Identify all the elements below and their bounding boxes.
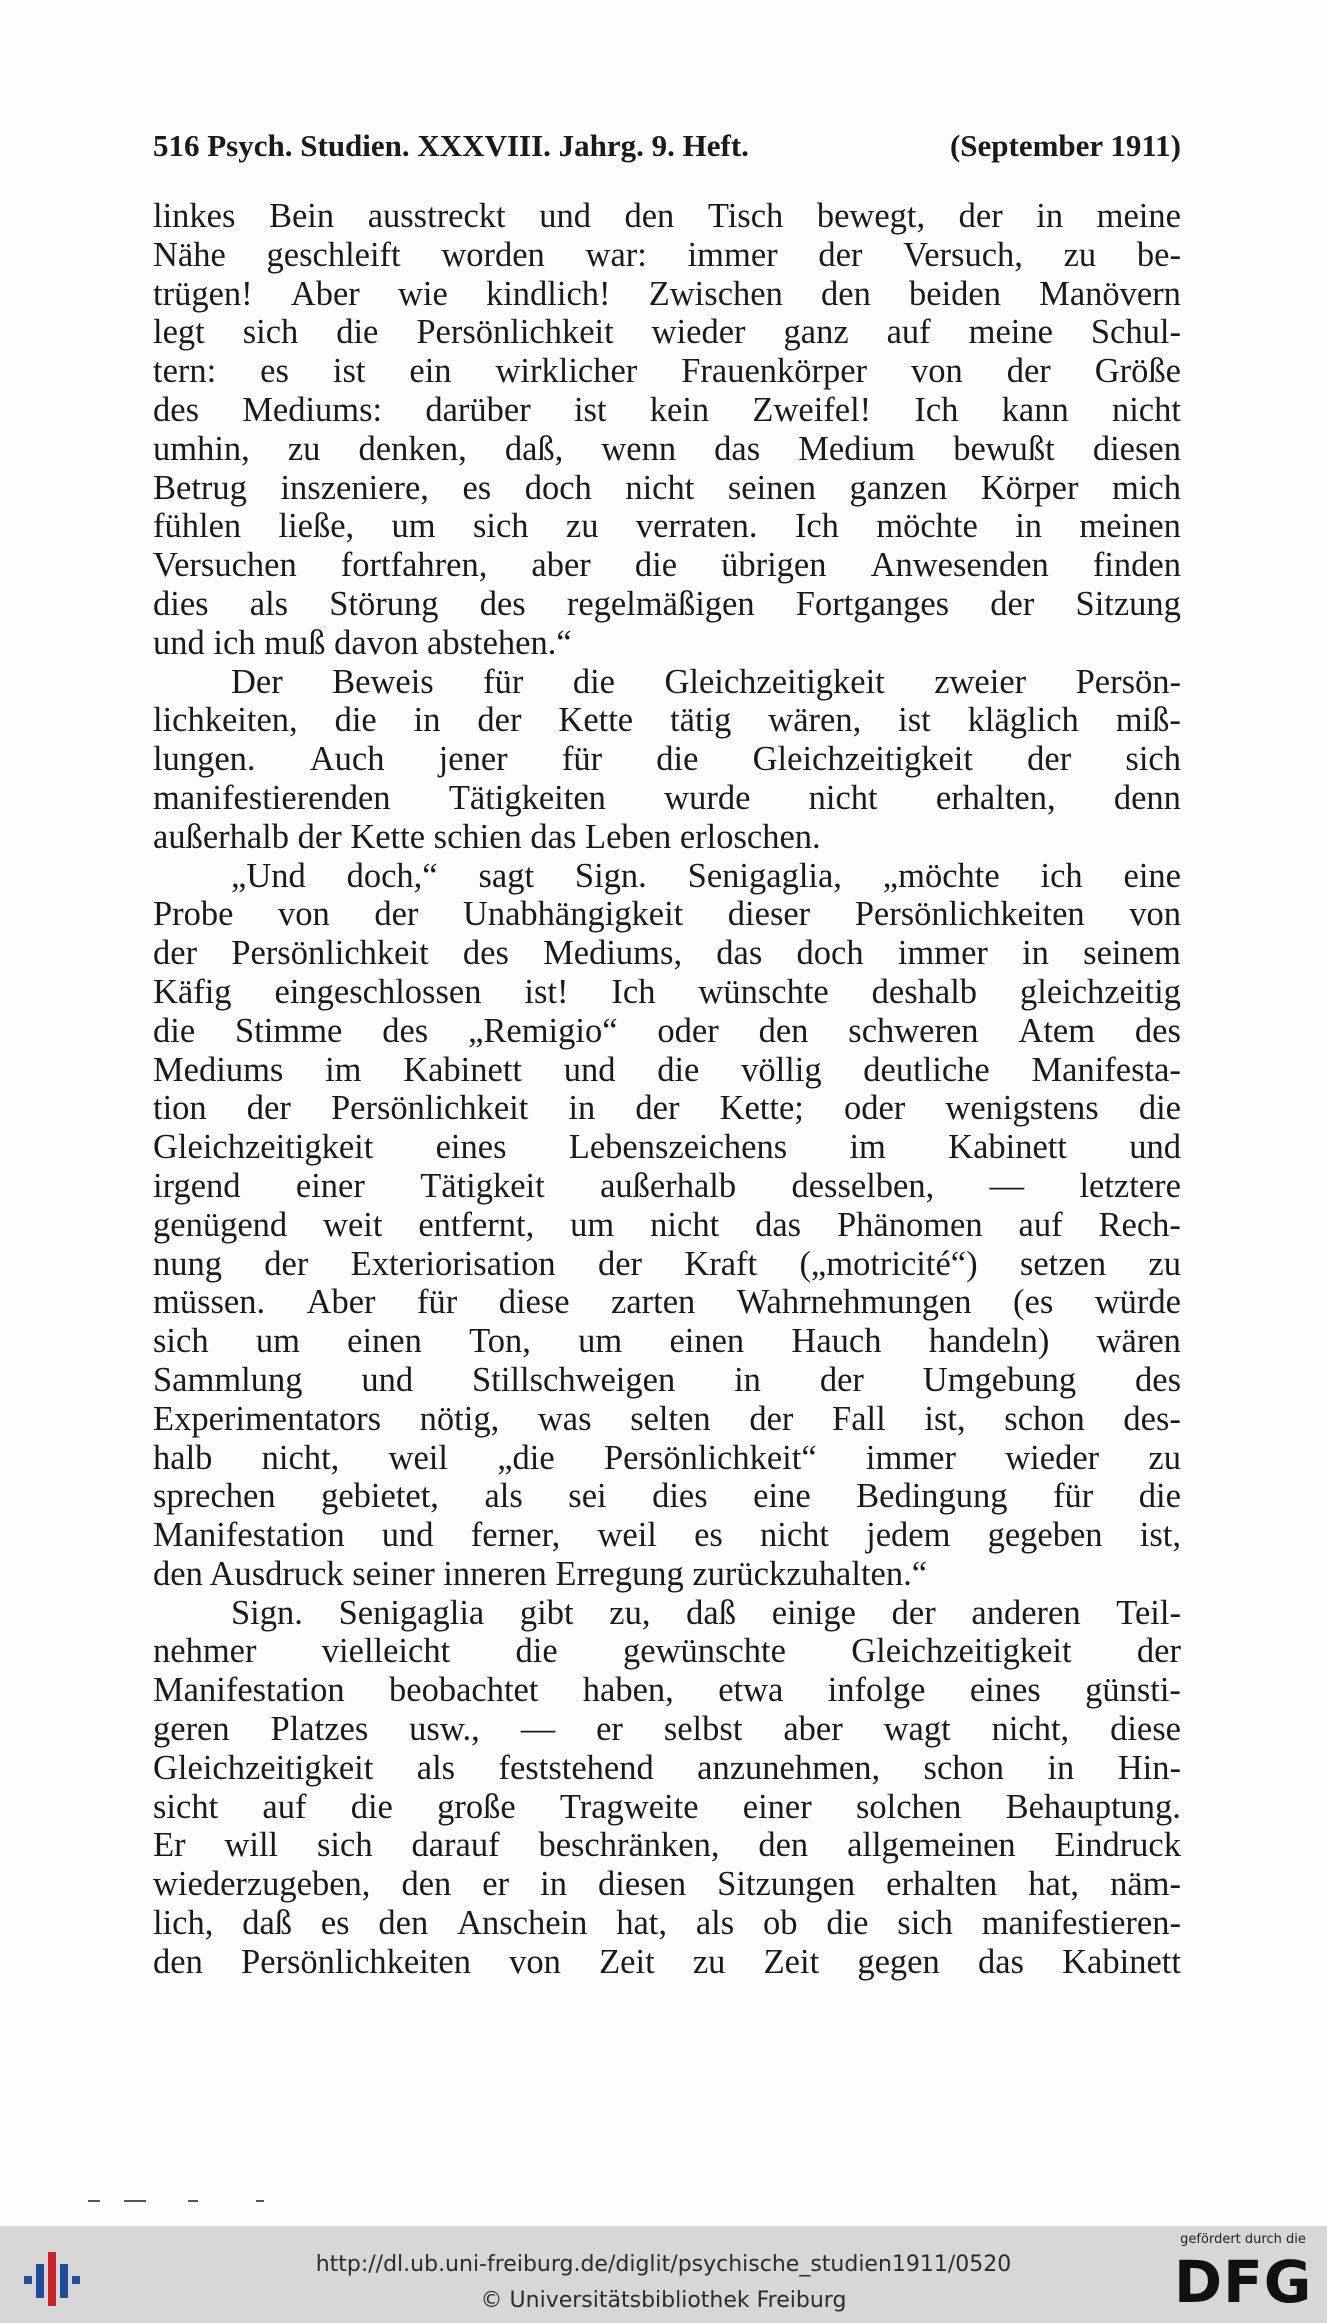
header-left: 516 Psych. Studien. XXXVIII. Jahrg. 9. Heft. — [153, 128, 749, 163]
text-line: halb nicht, weil „die Persönlichkeit“ immer wieder zu — [153, 1438, 1181, 1477]
text-line: legt sich die Persönlichkeit wieder ganz auf meine Schul- — [153, 313, 1181, 352]
text-line: wiederzugeben, den er in diesen Sitzungen erhalten hat, näm- — [153, 1865, 1181, 1904]
text-line: Mediums im Kabinett und die völlig deutliche Manifesta- — [153, 1050, 1181, 1089]
text-line: Sammlung und Stillschweigen in der Umgebung des — [153, 1360, 1181, 1399]
text-line: Experimentators nötig, was selten der Fall ist, schon des- — [153, 1399, 1181, 1438]
text-line: sich um einen Ton, um einen Hauch handeln) wären — [153, 1322, 1181, 1361]
text-line: Käfig eingeschlossen ist! Ich wünschte deshalb gleichzeitig — [153, 972, 1181, 1011]
text-line: den Persönlichkeiten von Zeit zu Zeit gegen das Kabinett — [153, 1942, 1181, 1981]
text-line: des Mediums: darüber ist kein Zweifel! Ich kann nicht — [153, 390, 1181, 429]
text-line: irgend einer Tätigkeit außerhalb desselben, — letztere — [153, 1166, 1181, 1205]
text-line: der Persönlichkeit des Mediums, das doch immer in seinem — [153, 934, 1181, 973]
text-line: Probe von der Unabhängigkeit dieser Persönlichkeiten von — [153, 895, 1181, 934]
text-line: Sign. Senigaglia gibt zu, daß einige der anderen Teil- — [231, 1593, 1181, 1632]
page-marks — [88, 2200, 288, 2204]
text-line: lungen. Auch jener für die Gleichzeitigkeit der sich — [153, 740, 1181, 779]
text-line: umhin, zu denken, daß, wenn das Medium bewußt diesen — [153, 429, 1181, 468]
copyright-notice: © Universitätsbibliothek Freiburg — [480, 2288, 847, 2313]
text-line: Er will sich darauf beschränken, den allgemeinen Eindruck — [153, 1826, 1181, 1865]
text-line: und ich muß davon abstehen.“ — [153, 623, 572, 662]
text-line: Gleichzeitigkeit eines Lebenszeichens im Kabinett und — [153, 1128, 1181, 1167]
dfg-logo-text: DFG — [1174, 2248, 1313, 2316]
dfg-caption: gefördert durch die — [1180, 2232, 1306, 2247]
text-line: außerhalb der Kette schien das Leben erloschen. — [153, 817, 821, 856]
text-line: „Und doch,“ sagt Sign. Senigaglia, „möchte ich eine — [231, 856, 1181, 895]
text-line: Nähe geschleift worden war: immer der Versuch, zu be- — [153, 235, 1181, 274]
dfg-logo — [1168, 2232, 1318, 2320]
text-line: nehmer vielleicht die gewünschte Gleichzeitigkeit der — [153, 1632, 1181, 1671]
text-line: tern: es ist ein wirklicher Frauenkörper von der Größe — [153, 352, 1181, 391]
text-line: den Ausdruck seiner inneren Erregung zurückzuhalten.“ — [153, 1554, 928, 1593]
text-line: Betrug inszeniere, es doch nicht seinen ganzen Körper mich — [153, 468, 1181, 507]
text-line: Manifestation beobachtet haben, etwa infolge eines günsti- — [153, 1671, 1181, 1710]
text-line: tion der Persönlichkeit in der Kette; oder wenigstens die — [153, 1089, 1181, 1128]
text-line: lich, daß es den Anschein hat, als ob die sich manifestieren- — [153, 1904, 1181, 1943]
text-line: dies als Störung des regelmäßigen Fortganges der Sitzung — [153, 584, 1181, 623]
text-line: müssen. Aber für diese zarten Wahrnehmungen (es würde — [153, 1283, 1181, 1322]
text-line: genügend weit entfernt, um nicht das Phänomen auf Rech- — [153, 1205, 1181, 1244]
text-line: lichkeiten, die in der Kette tätig wären, ist kläglich miß- — [153, 701, 1181, 740]
text-line: sicht auf die große Tragweite einer solchen Behauptung. — [153, 1787, 1181, 1826]
text-line: trügen! Aber wie kindlich! Zwischen den beiden Manövern — [153, 274, 1181, 313]
text-line: Der Beweis für die Gleichzeitigkeit zweier Persön- — [231, 662, 1181, 701]
text-line: sprechen gebietet, als sei dies eine Bedingung für die — [153, 1477, 1181, 1516]
text-line: Gleichzeitigkeit als feststehend anzunehmen, schon in Hin- — [153, 1748, 1181, 1787]
body-text — [153, 197, 1181, 1982]
text-line: die Stimme des „Remigio“ oder den schweren Atem des — [153, 1011, 1181, 1050]
permalink-url[interactable]: http://dl.ub.uni-freiburg.de/diglit/psychische_studien1911/0520 — [315, 2252, 1012, 2277]
running-header — [153, 128, 1181, 164]
text-line: geren Platzes usw., — er selbst aber wagt nicht, diese — [153, 1710, 1181, 1749]
text-line: fühlen ließe, um sich zu verraten. Ich möchte in meinen — [153, 507, 1181, 546]
text-line: linkes Bein ausstreckt und den Tisch bewegt, der in meine — [153, 197, 1181, 235]
text-line: Versuchen fortfahren, aber die übrigen Anwesenden finden — [153, 546, 1181, 585]
text-line: manifestierenden Tätigkeiten wurde nicht erhalten, denn — [153, 778, 1181, 817]
text-line: Manifestation und ferner, weil es nicht jedem gegeben ist, — [153, 1516, 1181, 1555]
viewer-footer — [0, 2226, 1327, 2323]
header-right: (September 1911) — [949, 128, 1181, 163]
text-line: nung der Exteriorisation der Kraft („motricité“) setzen zu — [153, 1244, 1181, 1283]
